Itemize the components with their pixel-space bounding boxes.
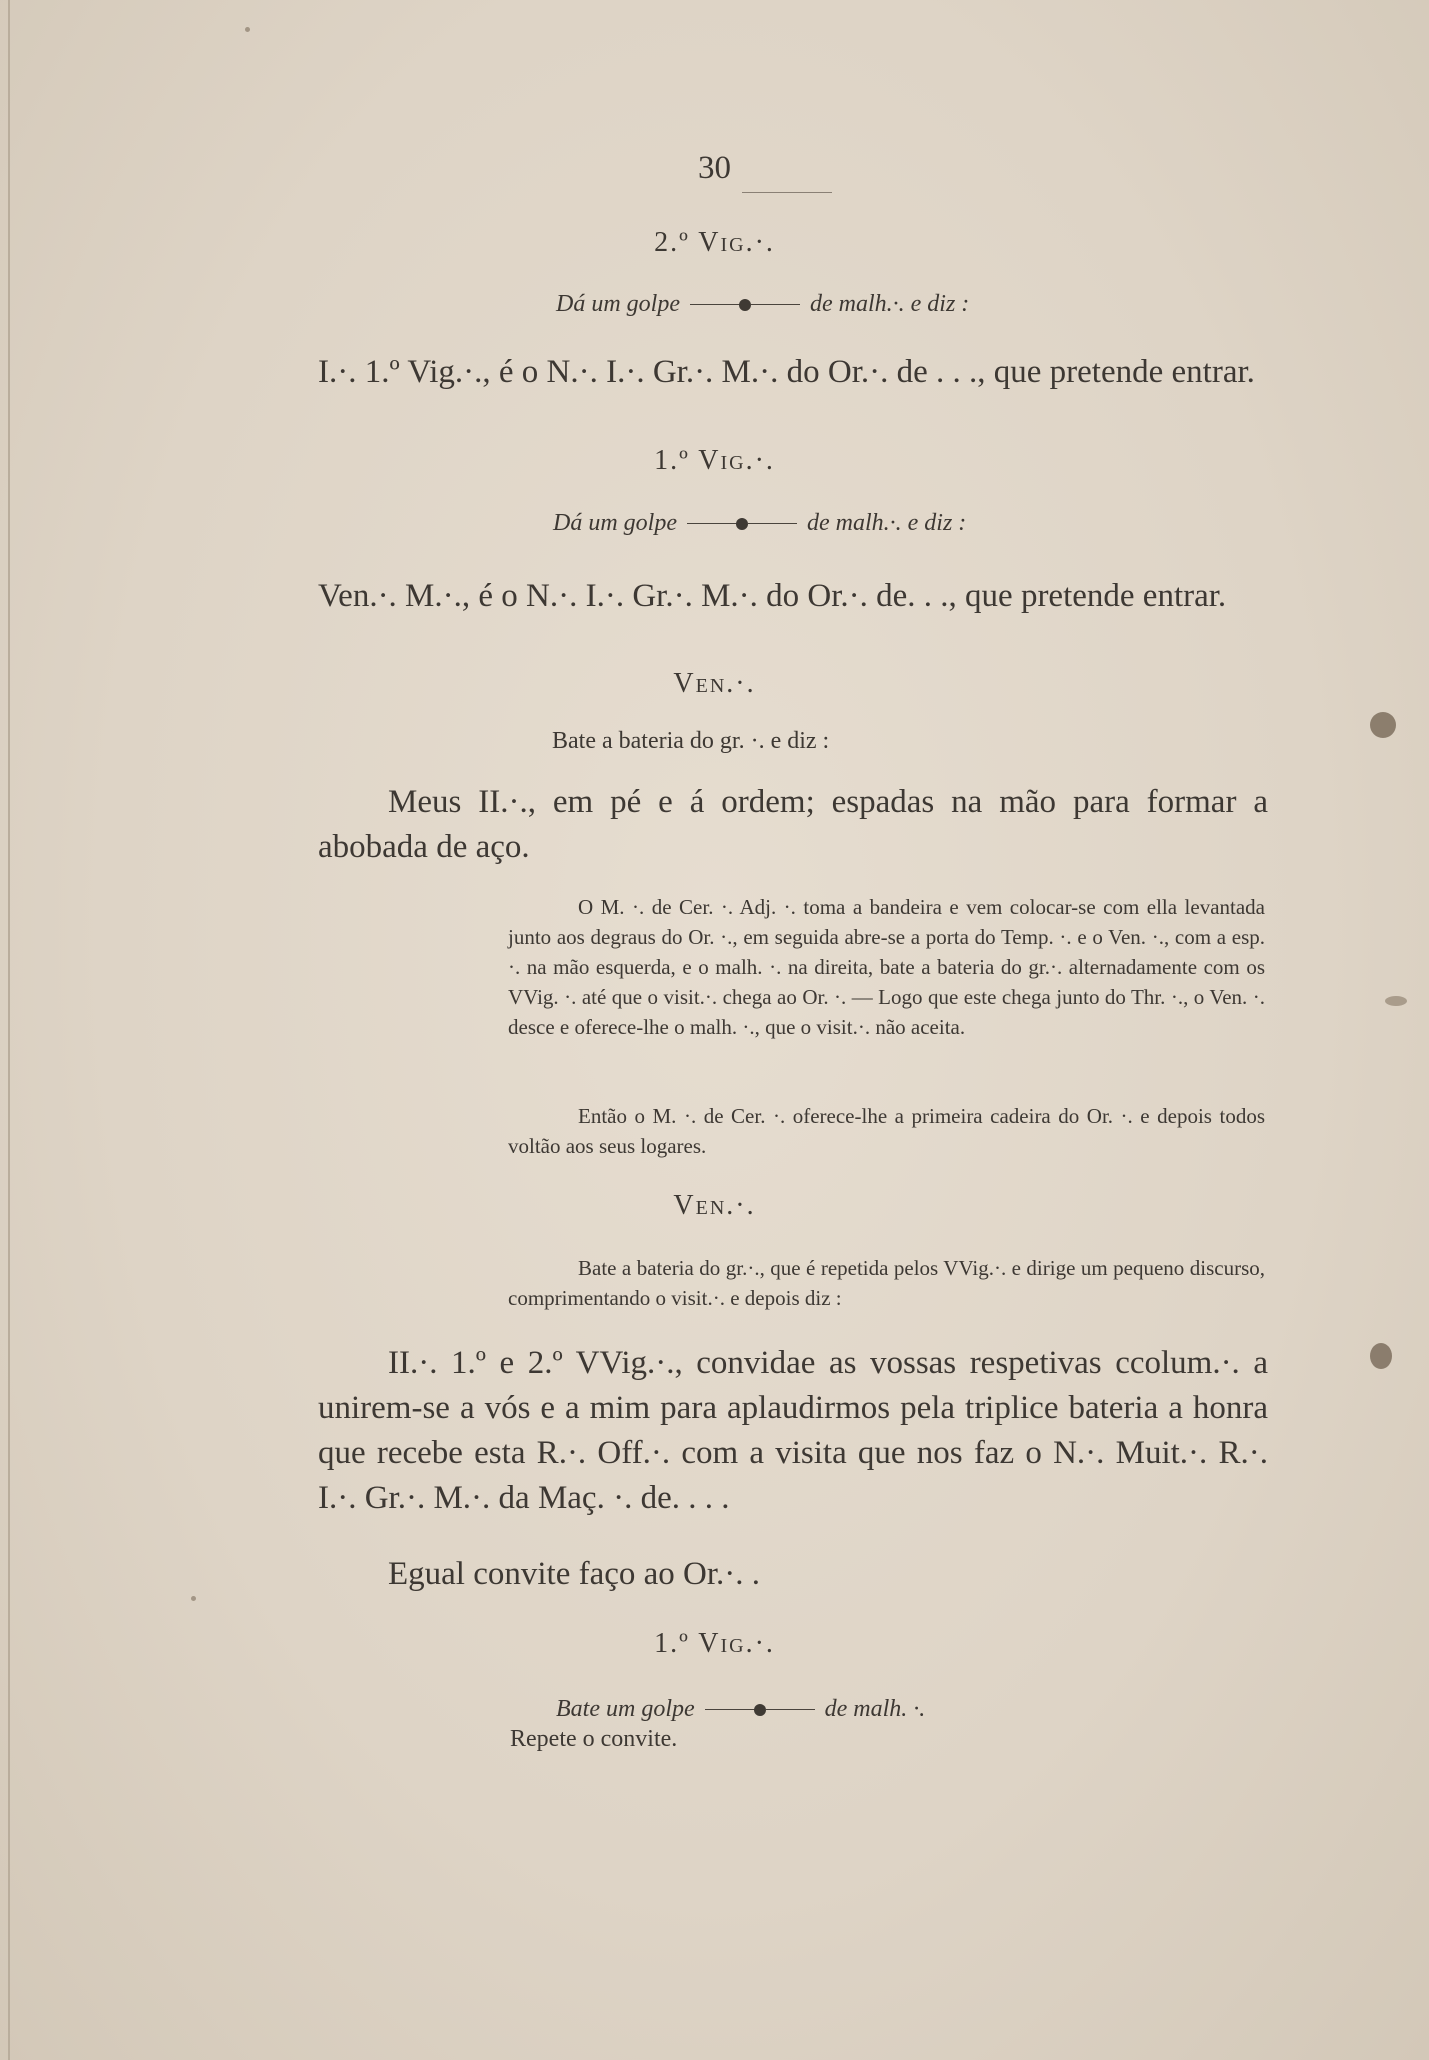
direction-text: Dá um golpe	[556, 291, 680, 317]
page-edge	[8, 0, 10, 2060]
direction-text: Bate um golpe	[556, 1696, 695, 1722]
stage-direction	[556, 1696, 925, 1723]
speech-paragraph: I.·. 1.º Vig.·., é o N.·. I.·. Gr.·. M.·. do Or.·. de . . ., que pretende entrar.	[318, 354, 1255, 390]
page-number-rule	[742, 192, 832, 193]
mallet-blow-icon	[705, 1704, 815, 1716]
stage-direction: Bate a bateria do gr.·., que é repetida pelos VVig.·. e dirige um pequeno discurso, comprimentando o visit.·. e depois diz :	[508, 1256, 1265, 1310]
stage-direction	[553, 510, 966, 537]
paper-damage-spot	[1370, 1343, 1392, 1369]
direction-text: Dá um golpe	[553, 510, 677, 536]
paper-damage-spot	[1370, 712, 1396, 738]
direction-text: de malh.·. e diz :	[809, 291, 970, 317]
stage-direction: Bate a bateria do gr. ·. e diz :	[552, 728, 830, 754]
speech-paragraph: Egual convite faço ao Or.·. .	[388, 1556, 761, 1592]
speaker-first-warden: 1.º Vig.·.	[654, 1628, 775, 1659]
paper-damage-spot	[191, 1596, 196, 1601]
ritual-note: Então o M. ·. de Cer. ·. oferece-lhe a primeira cadeira do Or. ·. e depois todos voltão aos seus logares.	[508, 1104, 1265, 1158]
mallet-blow-icon	[690, 299, 800, 311]
stage-direction	[556, 291, 969, 318]
ritual-note: O M. ·. de Cer. ·. Adj. ·. toma a bandeira e vem colocar-se com ella levantada junto aos degraus do Or. ·., em seguida abre-se a porta do Temp. ·. e o Ven. ·., com a esp. ·. na mão esquerda, e o malh. ·. na direita, bate a bateria do gr.·. alternadamente com os VVig. ·. até que o visit.·. chega ao Or. ·. — Logo que este chega junto do Thr. ·., o Ven. ·. desce e oferece-lhe o malh. ·., que o visit.·. não aceita.	[508, 895, 1265, 1039]
speech-paragraph: II.·. 1.º e 2.º VVig.·., convidae as vossas respetivas ccolum.·. a unirem-se a vós e a mim para aplaudirmos pela triplice bateria a honra que recebe esta R.·. Off.·. com a visita que nos faz o N.·. Muit.·. R.·. I.·. Gr.·. M.·. da Maç. ·. de. . . .	[318, 1345, 1268, 1516]
paper-damage-spot	[1385, 996, 1407, 1006]
stage-direction: Repete o convite.	[510, 1726, 678, 1752]
speaker-venerable: Ven.·.	[673, 668, 756, 699]
speech-paragraph: Meus II.·., em pé e á ordem; espadas na mão para formar a abobada de aço.	[318, 784, 1268, 865]
page-number: 30	[698, 150, 731, 186]
speaker-second-warden: 2.º Vig.·.	[654, 227, 775, 258]
direction-text: de malh.·. e diz :	[806, 510, 967, 536]
paper-damage-spot	[245, 27, 250, 32]
direction-text: de malh. ·.	[824, 1696, 926, 1722]
speaker-first-warden: 1.º Vig.·.	[654, 445, 775, 476]
mallet-blow-icon	[687, 518, 797, 530]
speech-paragraph: Ven.·. M.·., é o N.·. I.·. Gr.·. M.·. do Or.·. de. . ., que pretende entrar.	[318, 578, 1227, 614]
speaker-venerable: Ven.·.	[673, 1190, 756, 1221]
